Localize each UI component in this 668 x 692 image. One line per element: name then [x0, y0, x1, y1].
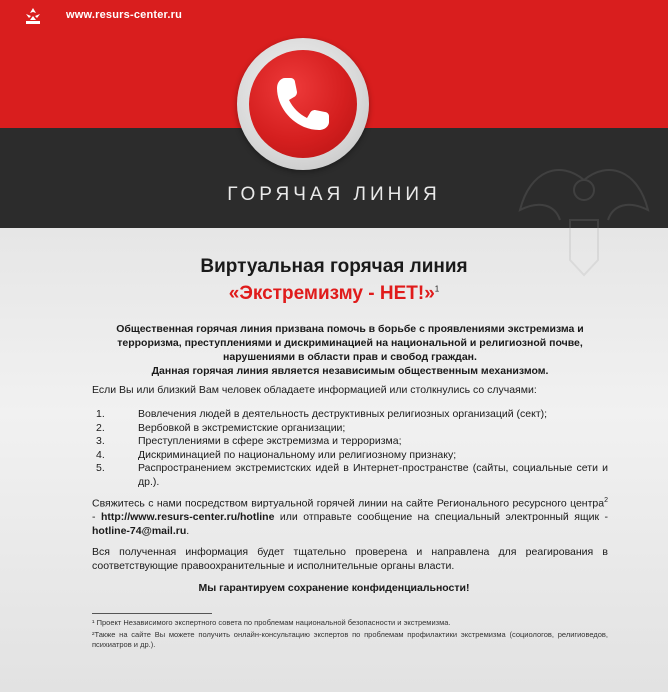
report-paragraph: Вся полученная информация будет тщательно проверена и направлена для реагирования в соответствующие правоохранительные и исполнительные органы власти.: [92, 546, 608, 572]
footnote-2: ²Также на сайте Вы можете получить онлайн-консультацию экспертов по проблемам профилактики экстремизма (социологов, религиоведов, психиатров и др.).: [92, 630, 608, 649]
list-item: 3. Преступлениями в сфере экстремизма и терроризма;: [96, 435, 402, 447]
footnote-divider: [92, 613, 212, 614]
case-list: [92, 408, 608, 489]
document-title: Виртуальная горячая линия: [200, 256, 468, 277]
list-item: 2. Вербовкой в экстремистские организации;: [96, 421, 346, 434]
document-subtitle: «Экстремизму - НЕТ!»$^1$: [228, 283, 440, 304]
confidentiality-statement: Мы гарантируем сохранение конфиденциальности!: [198, 582, 470, 594]
hotline-email-link[interactable]: hotline-74@mail.ru: [92, 524, 187, 537]
hotline-url-link[interactable]: http://www.resurs-center.ru/hotline: [100, 511, 275, 523]
contact-paragraph: Свяжитесь с нами посредством виртуальной горячей линии на сайте Регионального ресурсного центра$^2$ - http://www.resurs-center.ru/hotline или отправьте сообщение на специальный электронный ящик - hotline-74@mail.ru.: [92, 497, 608, 537]
hotline-banner: ГОРЯЧАЯ ЛИНИЯ: [227, 184, 441, 205]
list-item: 4. Дискриминацией по национальному или религиозному признаку;: [96, 448, 457, 461]
list-item: 1. Вовлечения людей в деятельность деструктивных религиозных организаций (сект);: [96, 408, 548, 420]
site-url[interactable]: www.resurs-center.ru: [66, 9, 183, 21]
lead-paragraph: Если Вы или близкий Вам человек обладаете информацией или столкнулись со случаями:: [92, 384, 537, 396]
list-item: 5. Распространением экстремистских идей в Интернет-пространстве (сайты, социальные сети и др.).: [96, 462, 608, 488]
phone-handset-icon: [269, 70, 337, 138]
footnote-1: ¹ Проект Независимого экспертного совета по проблемам национальной безопасности и экстремизма.: [92, 618, 451, 627]
phone-badge: [237, 38, 369, 170]
resurs-center-logo-icon: [22, 6, 44, 28]
intro-paragraph: Общественная горячая линия призвана помочь в борьбе с проявлениями экстремизма и терроризма, преступлениями и дискриминацией на национальной и религиозной почве, нарушениями в области прав и свобод граждан. Данная горячая линия является независимым общественным механизмом.: [116, 323, 584, 377]
